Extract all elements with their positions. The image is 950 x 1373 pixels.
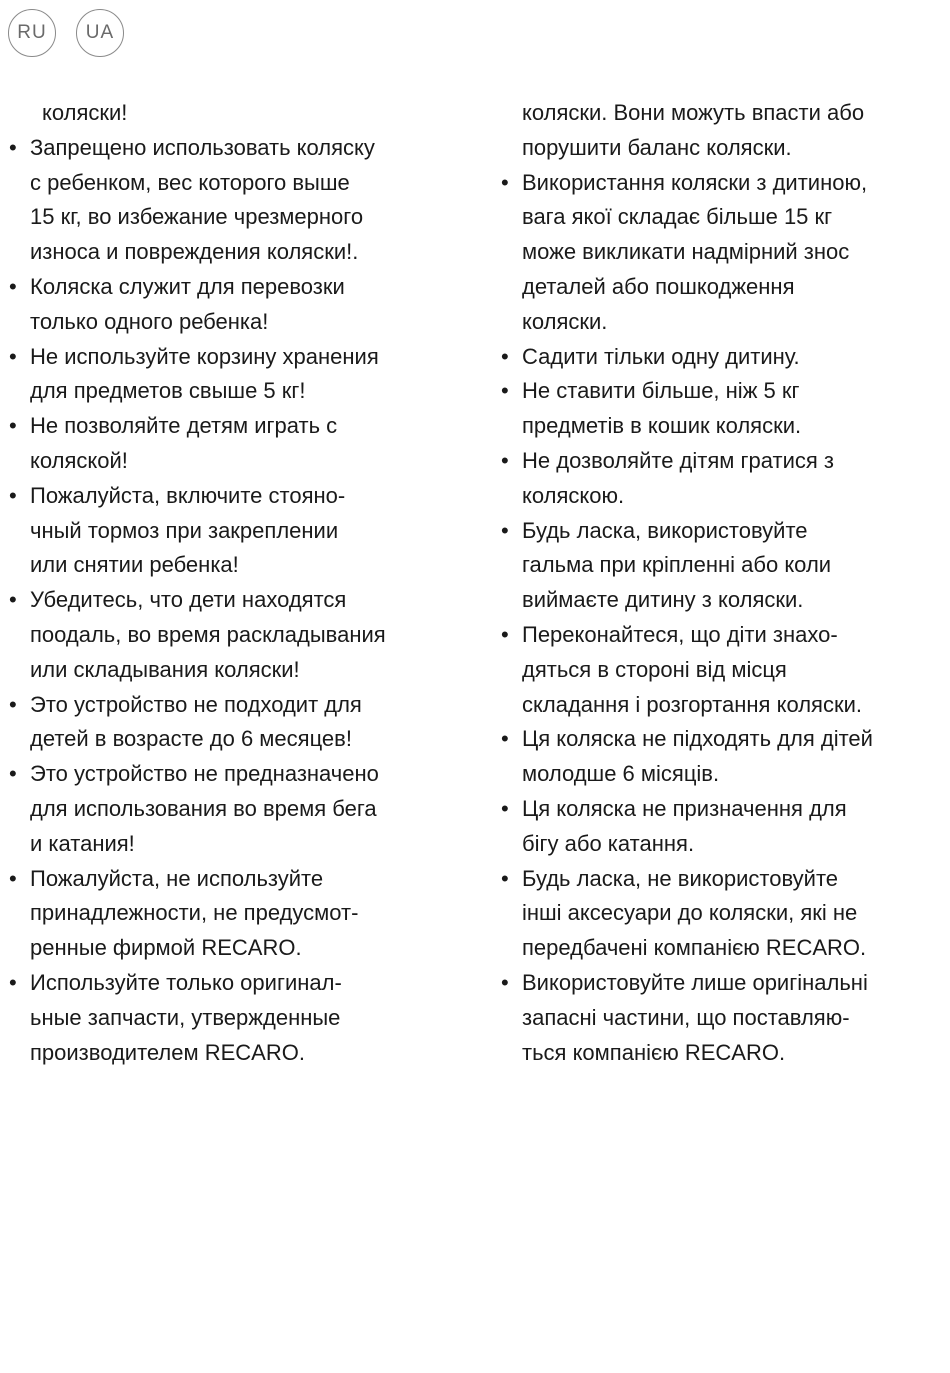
bullet-icon: •	[501, 621, 509, 647]
warning-text: Используйте только оригинал- ьные запчасти, утвержденные производителем RECARO.	[30, 969, 342, 1065]
ru-lead-text: коляски!	[42, 100, 128, 125]
warning-text: Это устройство не предназначено для использования во время бега и катания!	[30, 761, 379, 856]
ukrainian-column	[500, 96, 940, 1070]
warning-list-item	[8, 757, 438, 861]
lang-ua-badge[interactable]: UA	[76, 9, 124, 57]
lang-ru-badge[interactable]: RU	[8, 9, 56, 57]
warning-list-item	[500, 722, 940, 792]
warning-text: Не позволяйте детям играть с коляской!	[30, 413, 338, 473]
warning-text: Не используйте корзину хранения для предметов свыше 5 кг!	[30, 343, 379, 404]
bullet-icon: •	[501, 169, 509, 195]
bullet-icon: •	[501, 795, 509, 821]
warning-text: Будь ласка, не використовуйте інші аксесуари до коляски, які не передбачені компанією RECARO.	[522, 865, 867, 961]
warning-text: Пожалуйста, включите стояно- чный тормоз при закреплении или снятии ребенка!	[30, 482, 346, 578]
ua-warning-list	[500, 166, 940, 1071]
warning-list-item	[8, 862, 438, 966]
warning-list-item	[500, 166, 940, 340]
warning-list-item	[500, 374, 940, 444]
warning-text: Это устройство не подходит для детей в возрасте до 6 месяцев!	[30, 691, 362, 752]
bullet-icon: •	[9, 273, 17, 299]
bullet-icon: •	[501, 517, 509, 543]
warning-list-item	[8, 409, 438, 479]
warning-list-item	[500, 340, 940, 375]
bullet-icon: •	[9, 413, 17, 439]
russian-column	[8, 96, 438, 1070]
warning-text: Ця коляска не підходять для дітей молодше 6 місяців.	[522, 726, 873, 787]
warning-list-item	[8, 270, 438, 340]
ua-lead-text: коляски. Вони можуть впасти або порушити баланс коляски.	[522, 100, 865, 160]
warning-text: Не ставити більше, ніж 5 кг предметів в кошик коляски.	[522, 378, 802, 439]
warning-list-item	[500, 966, 940, 1070]
warning-list-item	[500, 862, 940, 966]
bullet-icon: •	[9, 969, 17, 995]
warning-text: Будь ласка, використовуйте гальма при кріпленні або коли виймаєте дитину з коляски.	[522, 517, 832, 613]
warning-list-item	[8, 340, 438, 410]
warning-text: Убедитесь, что дети находятся поодаль, во время раскладывания или складывания коляски!	[30, 587, 386, 682]
warning-text: Використання коляски з дитиною, вага якої складає більше 15 кг може викликати надмірний знос деталей або пошкодження коляски.	[522, 169, 868, 334]
ru-warning-list	[8, 131, 438, 1071]
bullet-icon: •	[501, 865, 509, 891]
warning-text: Переконайтеся, що діти знахо- дяться в стороні від місця складання і розгортання коляски.	[522, 621, 862, 717]
bullet-icon: •	[9, 761, 17, 787]
warning-text: Запрещено использовать коляску с ребенком, вес которого выше 15 кг, во избежание чрезмерного износа и повреждения коляски!.	[30, 134, 375, 265]
warning-list-item	[500, 444, 940, 514]
bullet-icon: •	[9, 587, 17, 613]
bullet-icon: •	[501, 969, 509, 995]
warning-text: Не дозволяйте дітям гратися з коляскою.	[522, 447, 834, 508]
warning-text: Використовуйте лише оригінальні запасні частини, що поставляю- ться компанією RECARO.	[522, 969, 868, 1065]
warning-text: Коляска служит для перевозки только одного ребенка!	[30, 273, 345, 334]
bullet-icon: •	[501, 343, 509, 369]
warning-list-item	[8, 479, 438, 583]
warning-text: Ця коляска не призначення для бігу або катання.	[522, 795, 847, 856]
language-switcher	[8, 9, 124, 57]
bullet-icon: •	[9, 865, 17, 891]
bullet-icon: •	[9, 691, 17, 717]
warning-text: Пожалуйста, не используйте принадлежности, не предусмот- ренные фирмой RECARO.	[30, 865, 359, 961]
warning-list-item	[8, 131, 438, 270]
warning-list-item	[500, 792, 940, 862]
warning-text: Садити тільки одну дитину.	[522, 343, 800, 369]
warning-list-item	[500, 514, 940, 618]
bullet-icon: •	[501, 447, 509, 473]
bullet-icon: •	[9, 343, 17, 369]
bullet-icon: •	[9, 134, 17, 160]
bullet-icon: •	[9, 482, 17, 508]
warning-list-item	[8, 966, 438, 1070]
bullet-icon: •	[501, 726, 509, 752]
warning-list-item	[8, 688, 438, 758]
bullet-icon: •	[501, 378, 509, 404]
warning-list-item	[8, 583, 438, 687]
warning-list-item	[500, 618, 940, 722]
